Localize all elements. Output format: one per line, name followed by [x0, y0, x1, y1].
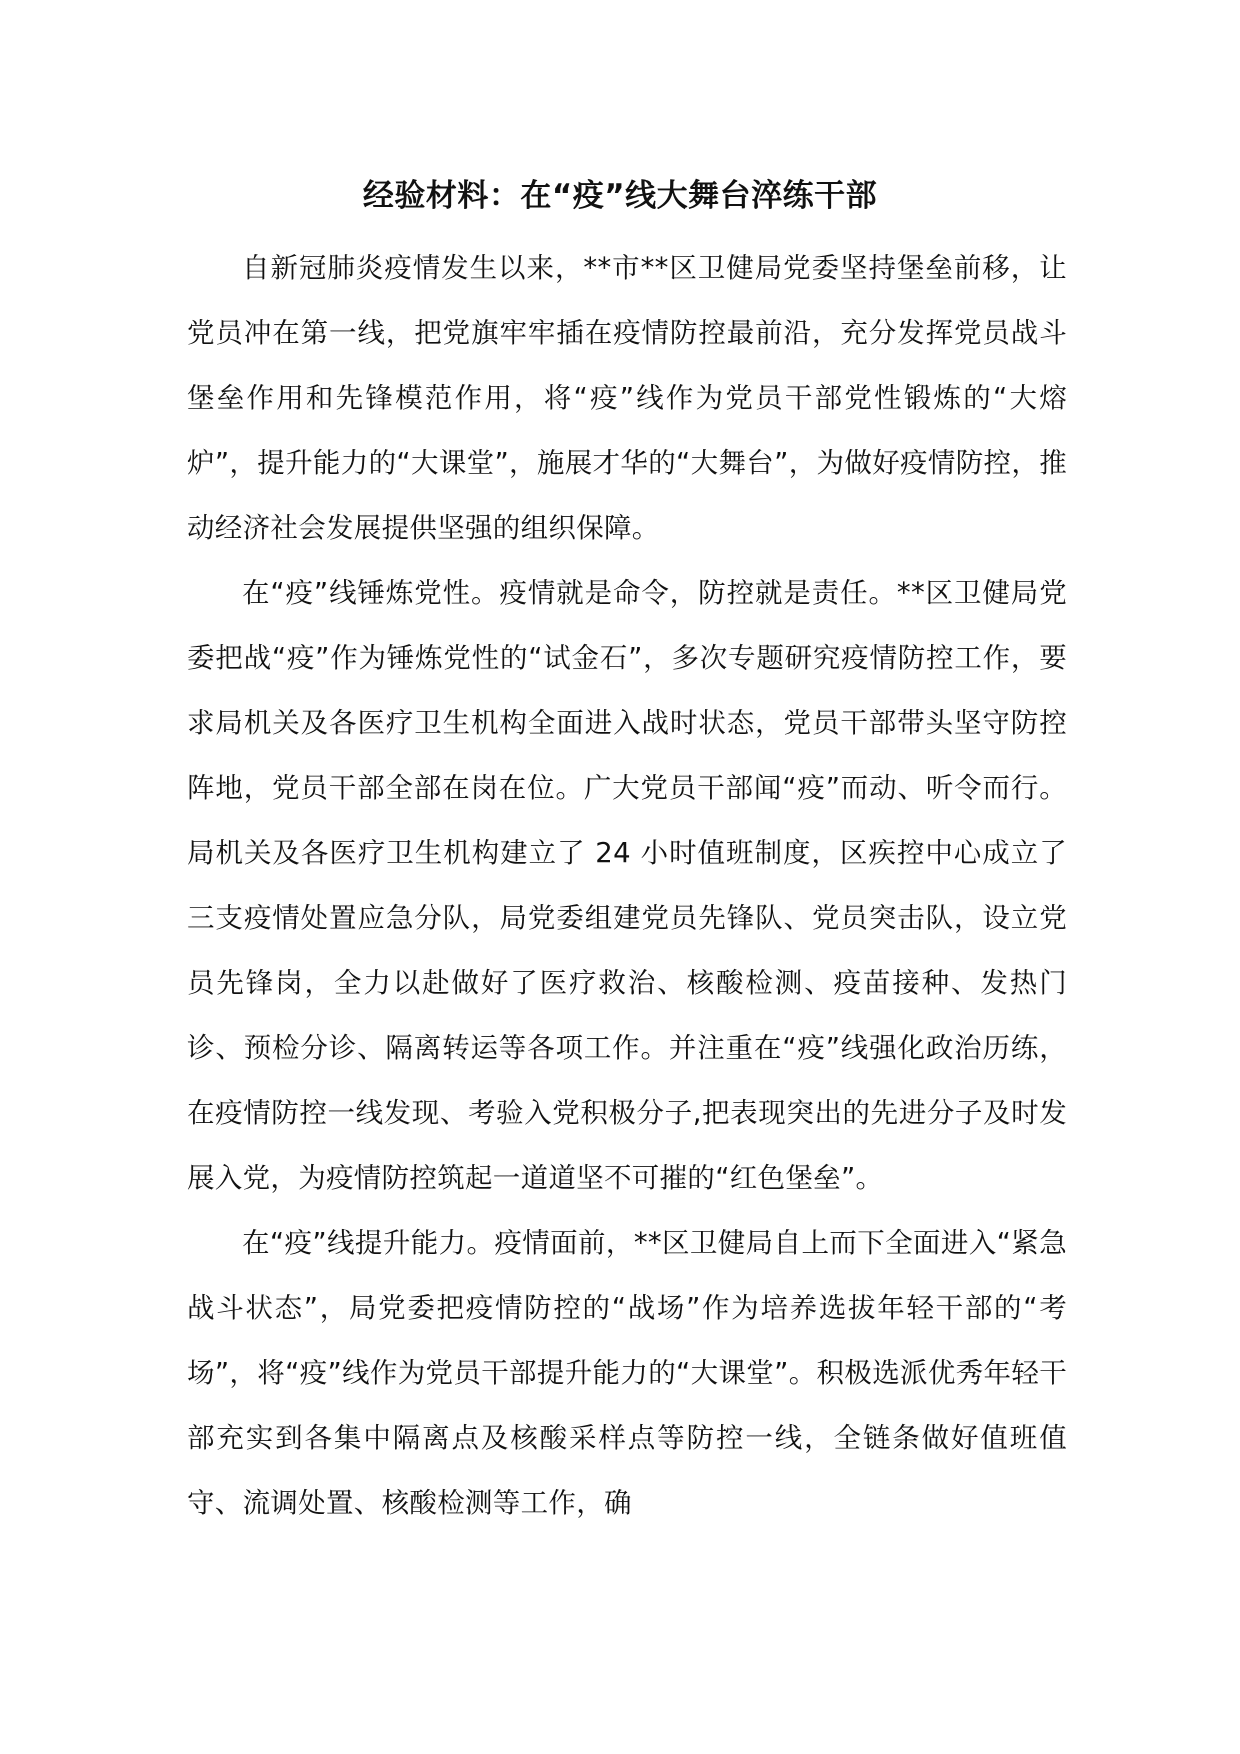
document-body — [187, 236, 1067, 1536]
paragraph-intro: 自新冠肺炎疫情发生以来，**市**区卫健局党委坚持堡垒前移，让党员冲在第一线，把党旗牢牢插在疫情防控最前沿，充分发挥党员战斗堡垒作用和先锋模范作用，将“疫”线作为党员干部党性锻炼的“大熔炉”，提升能力的“大课堂”，施展才华的“大舞台”，为做好疫情防控，推动经济社会发展提供坚强的组织保障。 — [187, 252, 1067, 544]
paragraph-capability: 在“疫”线提升能力。疫情面前，**区卫健局自上而下全面进入“紧急战斗状态”，局党委把疫情防控的“战场”作为培养选拔年轻干部的“考场”，将“疫”线作为党员干部提升能力的“大课堂”。积极选派优秀年轻干部充实到各集中隔离点及核酸采样点等防控一线，全链条做好值班值守、流调处置、核酸检测等工作，确 — [187, 1227, 1067, 1519]
paragraph-party-spirit: 在“疫”线锤炼党性。疫情就是命令，防控就是责任。**区卫健局党委把战“疫”作为锤炼党性的“试金石”，多次专题研究疫情防控工作，要求局机关及各医疗卫生机构全面进入战时状态，党员干部带头坚守防控阵地，党员干部全部在岗在位。广大党员干部闻“疫”而动、听令而行。局机关及各医疗卫生机构建立了 24 小时值班制度，区疾控中心成立了三支疫情处置应急分队，局党委组建党员先锋队、党员突击队，设立党员先锋岗，全力以赴做好了医疗救治、核酸检测、疫苗接种、发热门诊、预检分诊、隔离转运等各项工作。并注重在“疫”线强化政治历练，在疫情防控一线发现、考验入党积极分子,把表现突出的先进分子及时发展入党，为疫情防控筑起一道道坚不可摧的“红色堡垒”。 — [187, 577, 1067, 1194]
document-title: 经验材料：在“疫”线大舞台淬练干部 — [362, 178, 878, 214]
